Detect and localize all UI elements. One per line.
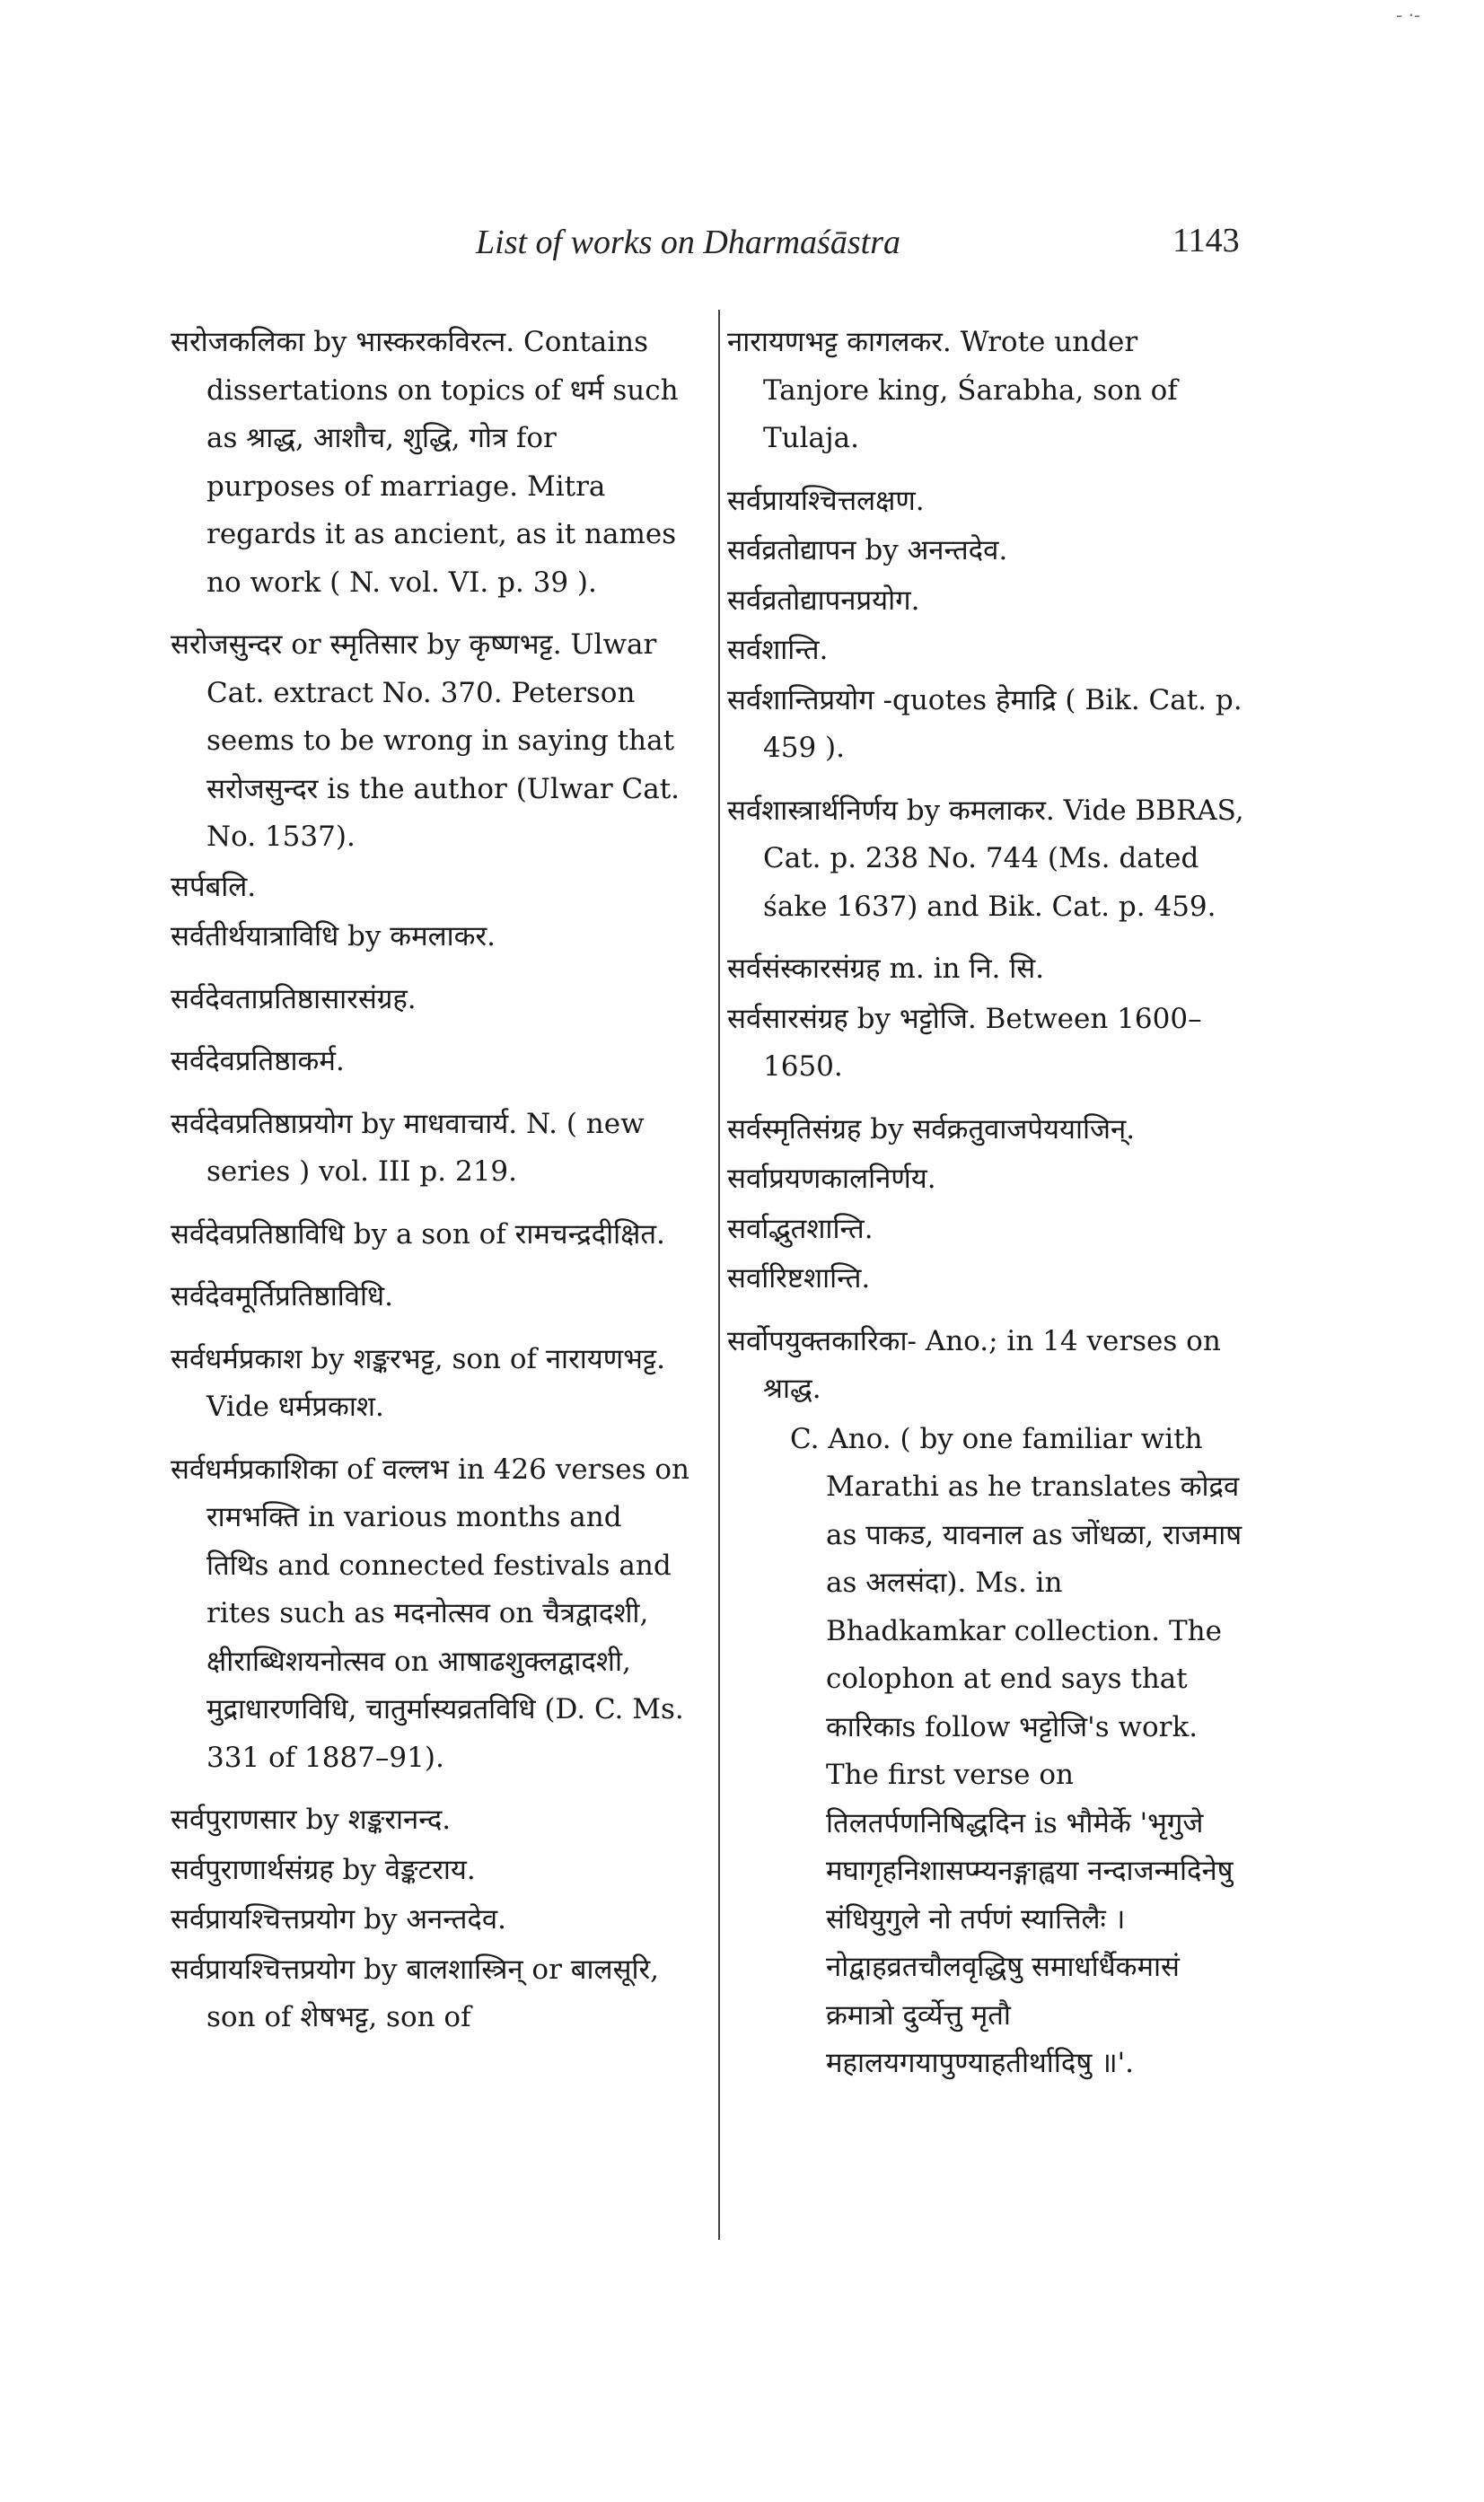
entry-sarvashastrarthanirnaya: सर्वशास्त्रार्थनिर्णय by कमलाकर. Vide BBRAS, Cat. p. 238 No. 744 (Ms. dated śake 1637) and Bik. Cat. p. 459. bbox=[727, 794, 1244, 923]
corner-mark: - ·- bbox=[1396, 4, 1421, 26]
entry-sarvatirthayatravidhi: सर्वतीर्थयात्राविधि by कमलाकर. bbox=[171, 920, 496, 953]
entry-sarvapuranasara: सर्वपुराणसार by शङ्करानन्द. bbox=[171, 1804, 452, 1836]
entry-sarvasmritisangraha: सर्वस्मृतिसंग्रह by सर्वक्रतुवाजपेययाजिन्. bbox=[727, 1112, 1136, 1146]
entry-subentry-c-ano: C. Ano. ( by one familiar with Marathi as he translates कोद्रव as पाकड, यावनाल as जोंधळा, राजमाष as अलसंदा). Ms. in Bhadkamkar collection. The colophon at end says that कारिकाs follow भट्टोजि's work. The first verse on तिलतर्पणनिषिद्धदिन is भौमेर्के 'भृगुजे मघागृहनिशासप्म्यनङ्गाह्वया नन्दाजन्मदिनेषु संधियुगुले नो तर्पणं स्यात्तिलैः । नोद्वाहव्रतचौलवृद्धिषु समार्धार्धैकमासं क्रमात्रो दुर्व्येत्तु मृतौ महालयगयापुण्याहतीर्थादिषु ॥'. bbox=[790, 1422, 1243, 2079]
running-title: List of works on Dharmaśāstra bbox=[476, 224, 900, 261]
entry-sarvadbhutashanti: सर्वाद्भुतशान्ति. bbox=[727, 1212, 874, 1245]
entry-sarvadevamurtipratishthavidhi: सर्वदेवमूर्तिप्रतिष्ठाविधि. bbox=[171, 1280, 393, 1312]
entry-sarvadevapratishthakarma: सर्वदेवप्रतिष्ठाकर्म. bbox=[171, 1045, 345, 1077]
entry-sarvavratodyapanaprayoga: सर्वव्रतोद्यापनप्रयोग. bbox=[727, 584, 920, 617]
entry-sarvadevatapratishthasarasangraha: सर्वदेवताप्रतिष्ठासारसंग्रह. bbox=[171, 982, 417, 1015]
entry-sarvasarasangraha: सर्वसारसंग्रह by भट्टोजि. Between 1600–1650. bbox=[727, 1002, 1202, 1083]
entry-sarvopayuktakarika: सर्वोपयुक्तकारिका- Ano.; in 14 verses on श्राद्ध. bbox=[727, 1324, 1221, 1405]
entry-continuation-narayanabhatta: नारायणभट्ट कागलकर. Wrote under Tanjore king, Śarabha, son of Tulaja. bbox=[727, 326, 1178, 454]
entry-sarvashanti: सर्वशान्ति. bbox=[727, 634, 829, 666]
column-divider bbox=[718, 310, 720, 2240]
entry-sarojasundara: सरोजसुन्दर or स्मृतिसार by कृष्णभट्ट. Ulwar Cat. extract No. 370. Peterson seems to be wrong in saying that सरोजसुन्दर is the author (Ulwar Cat. No. 1537). bbox=[171, 628, 681, 853]
entry-sarvavratodyapana: सर्वव्रतोद्यापन by अनन्तदेव. bbox=[727, 534, 1008, 566]
entry-sarvaprayashchittalakshana: सर्वप्रायश्चित्तलक्षण. bbox=[727, 484, 925, 517]
entry-sarvadevapratishthaprayoga: सर्वदेवप्रतिष्ठाप्रयोग by माधवाचार्य. N. ( new series ) vol. III p. 219. bbox=[171, 1107, 645, 1188]
entry-sarvaprayashchittaprayoga-anantadeva: सर्वप्रायश्चित्तप्रयोग by अनन्तदेव. bbox=[171, 1903, 506, 1936]
entry-sarvarishtashanti: सर्वारिष्टशान्ति. bbox=[727, 1262, 871, 1295]
entry-sarvaprayashchittaprayoga-balashastrin: सर्वप्रायश्चित्तप्रयोग by बालशास्त्रिन् or बालसूरि, son of शेषभट्ट, son of bbox=[171, 1953, 660, 2033]
left-column bbox=[171, 319, 691, 2044]
entry-sarpabali: सर्पबलि. bbox=[171, 870, 257, 903]
entry-sarvashantiprayoga: सर्वशान्तिप्रयोग -quotes हेमाद्रि ( Bik. Cat. p. 459 ). bbox=[727, 683, 1243, 764]
entry-sarvadevapratishthavidhi: सर्वदेवप्रतिष्ठाविधि by a son of रामचन्द्रदीक्षित. bbox=[171, 1217, 665, 1251]
entry-sarvadharmaprakasha: सर्वधर्मप्रकाश by शङ्करभट्ट, son of नारायणभट्ट. Vide धर्मप्रकाश. bbox=[171, 1342, 665, 1423]
entry-sarvagrayanakalanirnaya: सर्वाप्रयणकालनिर्णय. bbox=[727, 1163, 936, 1195]
entry-sarvadharmaprakashika: सर्वधर्मप्रकाशिका of वल्लभ in 426 verses on रामभक्ति in various months and तिथिs and connected festivals and rites such as मदनोत्सव on चैत्रद्वादशी, क्षीराब्धिशयनोत्सव on आषाढशुक्लद्वादशी, मुद्राधारणविधि, चातुर्मास्यव्रतविधि (D. C. Ms. 331 of 1887–91). bbox=[171, 1453, 690, 1774]
entry-sarojakalika: सरोजकलिका by भास्करकविरत्न. Contains dissertations on topics of धर्म such as श्राद्ध, आशौच, शुद्धि, गोत्र for purposes of marriage. Mitra regards it as ancient, as it names no work ( N. vol. VI. p. 39 ). bbox=[171, 326, 679, 599]
entry-sarvasamskarasangraha: सर्वसंस्कारसंग्रह m. in नि. सि. bbox=[727, 953, 1045, 985]
page-number: 1143 bbox=[1172, 222, 1240, 259]
right-column bbox=[727, 319, 1248, 2103]
entry-sarvapuranarthasangraha: सर्वपुराणार्थसंग्रह by वेङ्कटराय. bbox=[171, 1853, 476, 1886]
